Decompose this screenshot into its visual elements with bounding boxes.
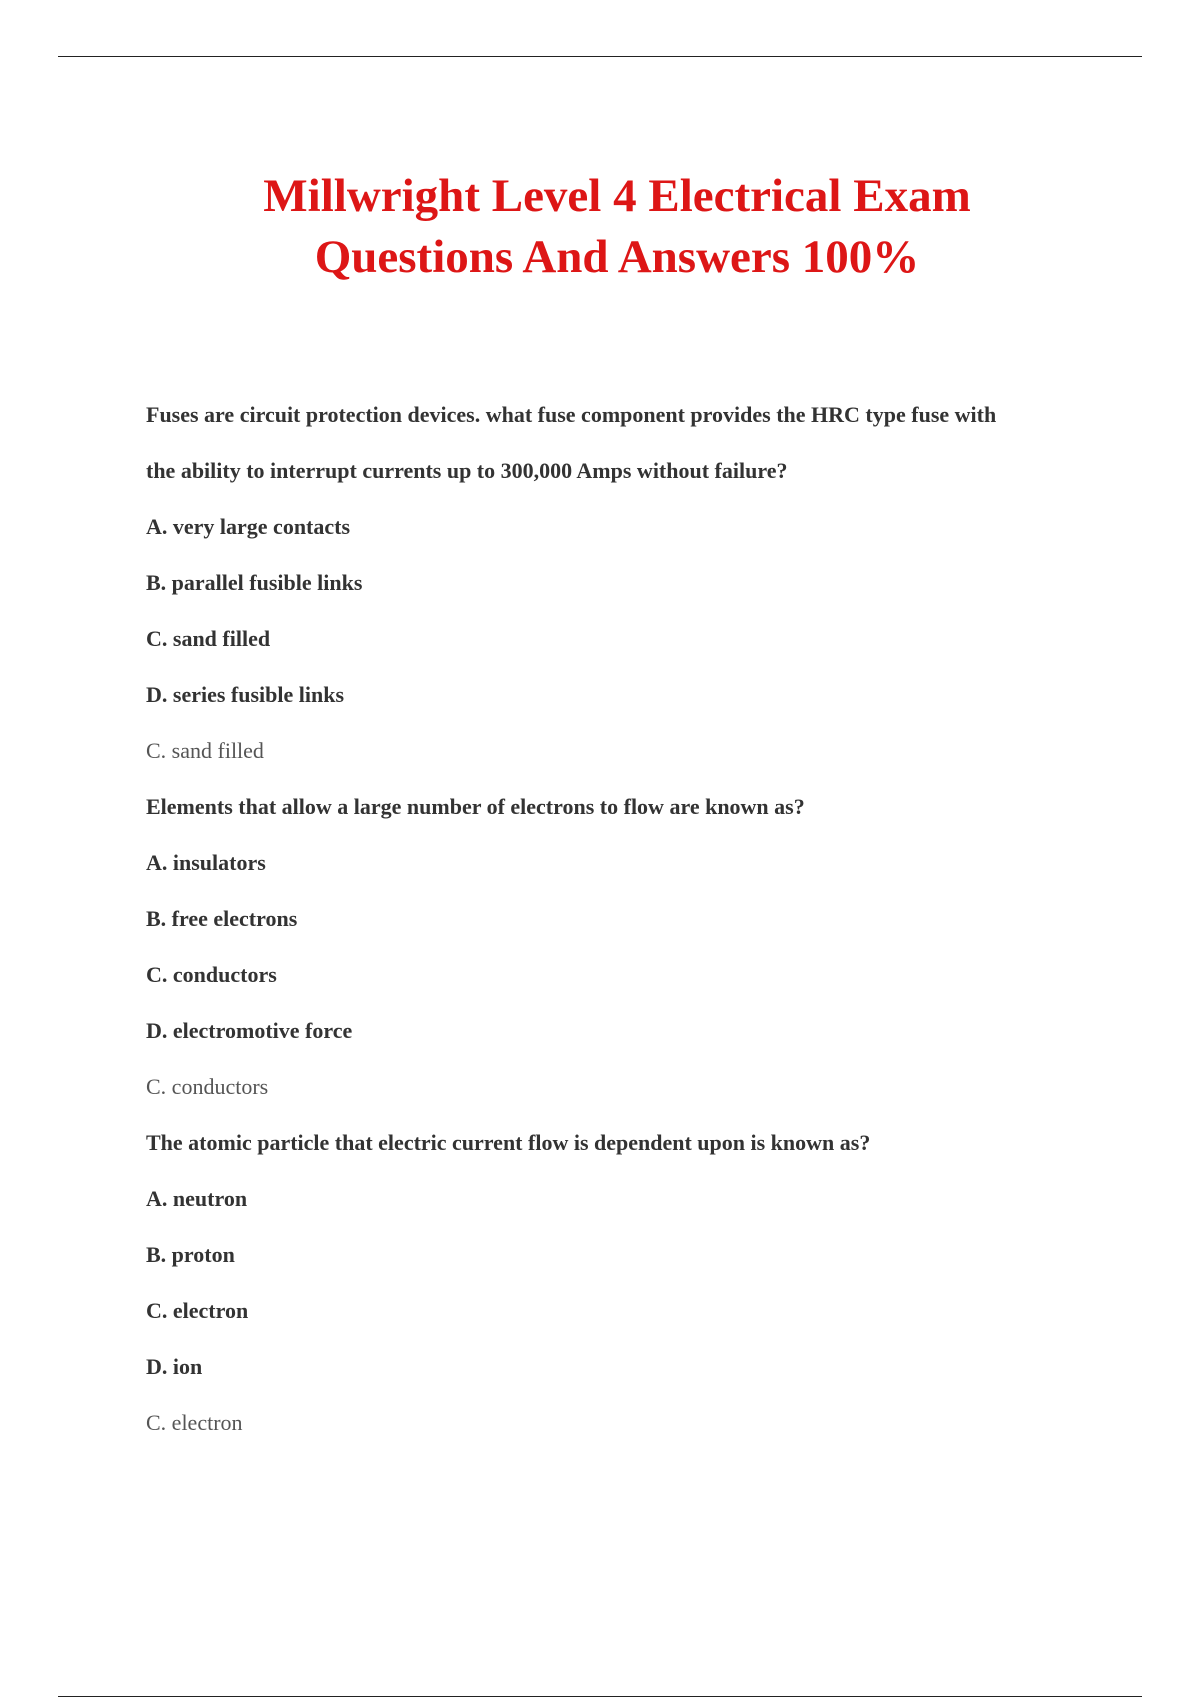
option-b: B. free electrons [146, 906, 298, 931]
option-d: D. series fusible links [146, 682, 345, 707]
option-c: C. electron [146, 1298, 249, 1323]
question-text: the ability to interrupt currents up to 300,000 Amps without failure? [146, 458, 788, 483]
question-text: Fuses are circuit protection devices. what fuse component provides the HRC type fuse with [146, 402, 997, 427]
question-block [146, 1123, 1126, 1459]
option-b: B. parallel fusible links [146, 570, 363, 595]
footer-rule [58, 1696, 1142, 1697]
title-line: Millwright Level 4 Electrical Exam [263, 170, 971, 222]
header-rule [58, 56, 1142, 57]
option-d: D. electromotive force [146, 1018, 353, 1043]
question-text: The atomic particle that electric current flow is dependent upon is known as? [146, 1130, 871, 1155]
option-a: A. very large contacts [146, 514, 351, 539]
answer-text: C. conductors [146, 1074, 269, 1099]
option-c: C. sand filled [146, 626, 271, 651]
option-d: D. ion [146, 1354, 203, 1379]
answer-text: C. sand filled [146, 738, 264, 763]
title-line: Questions And Answers 100% [314, 231, 920, 283]
answer-text: C. electron [146, 1410, 243, 1435]
option-b: B. proton [146, 1242, 235, 1267]
question-block [146, 395, 1126, 787]
question-block [146, 787, 1126, 1123]
option-c: C. conductors [146, 962, 277, 987]
option-a: A. neutron [146, 1186, 248, 1211]
document-title [0, 166, 1200, 288]
question-list [146, 395, 1126, 1459]
option-a: A. insulators [146, 850, 266, 875]
question-text: Elements that allow a large number of electrons to flow are known as? [146, 794, 805, 819]
